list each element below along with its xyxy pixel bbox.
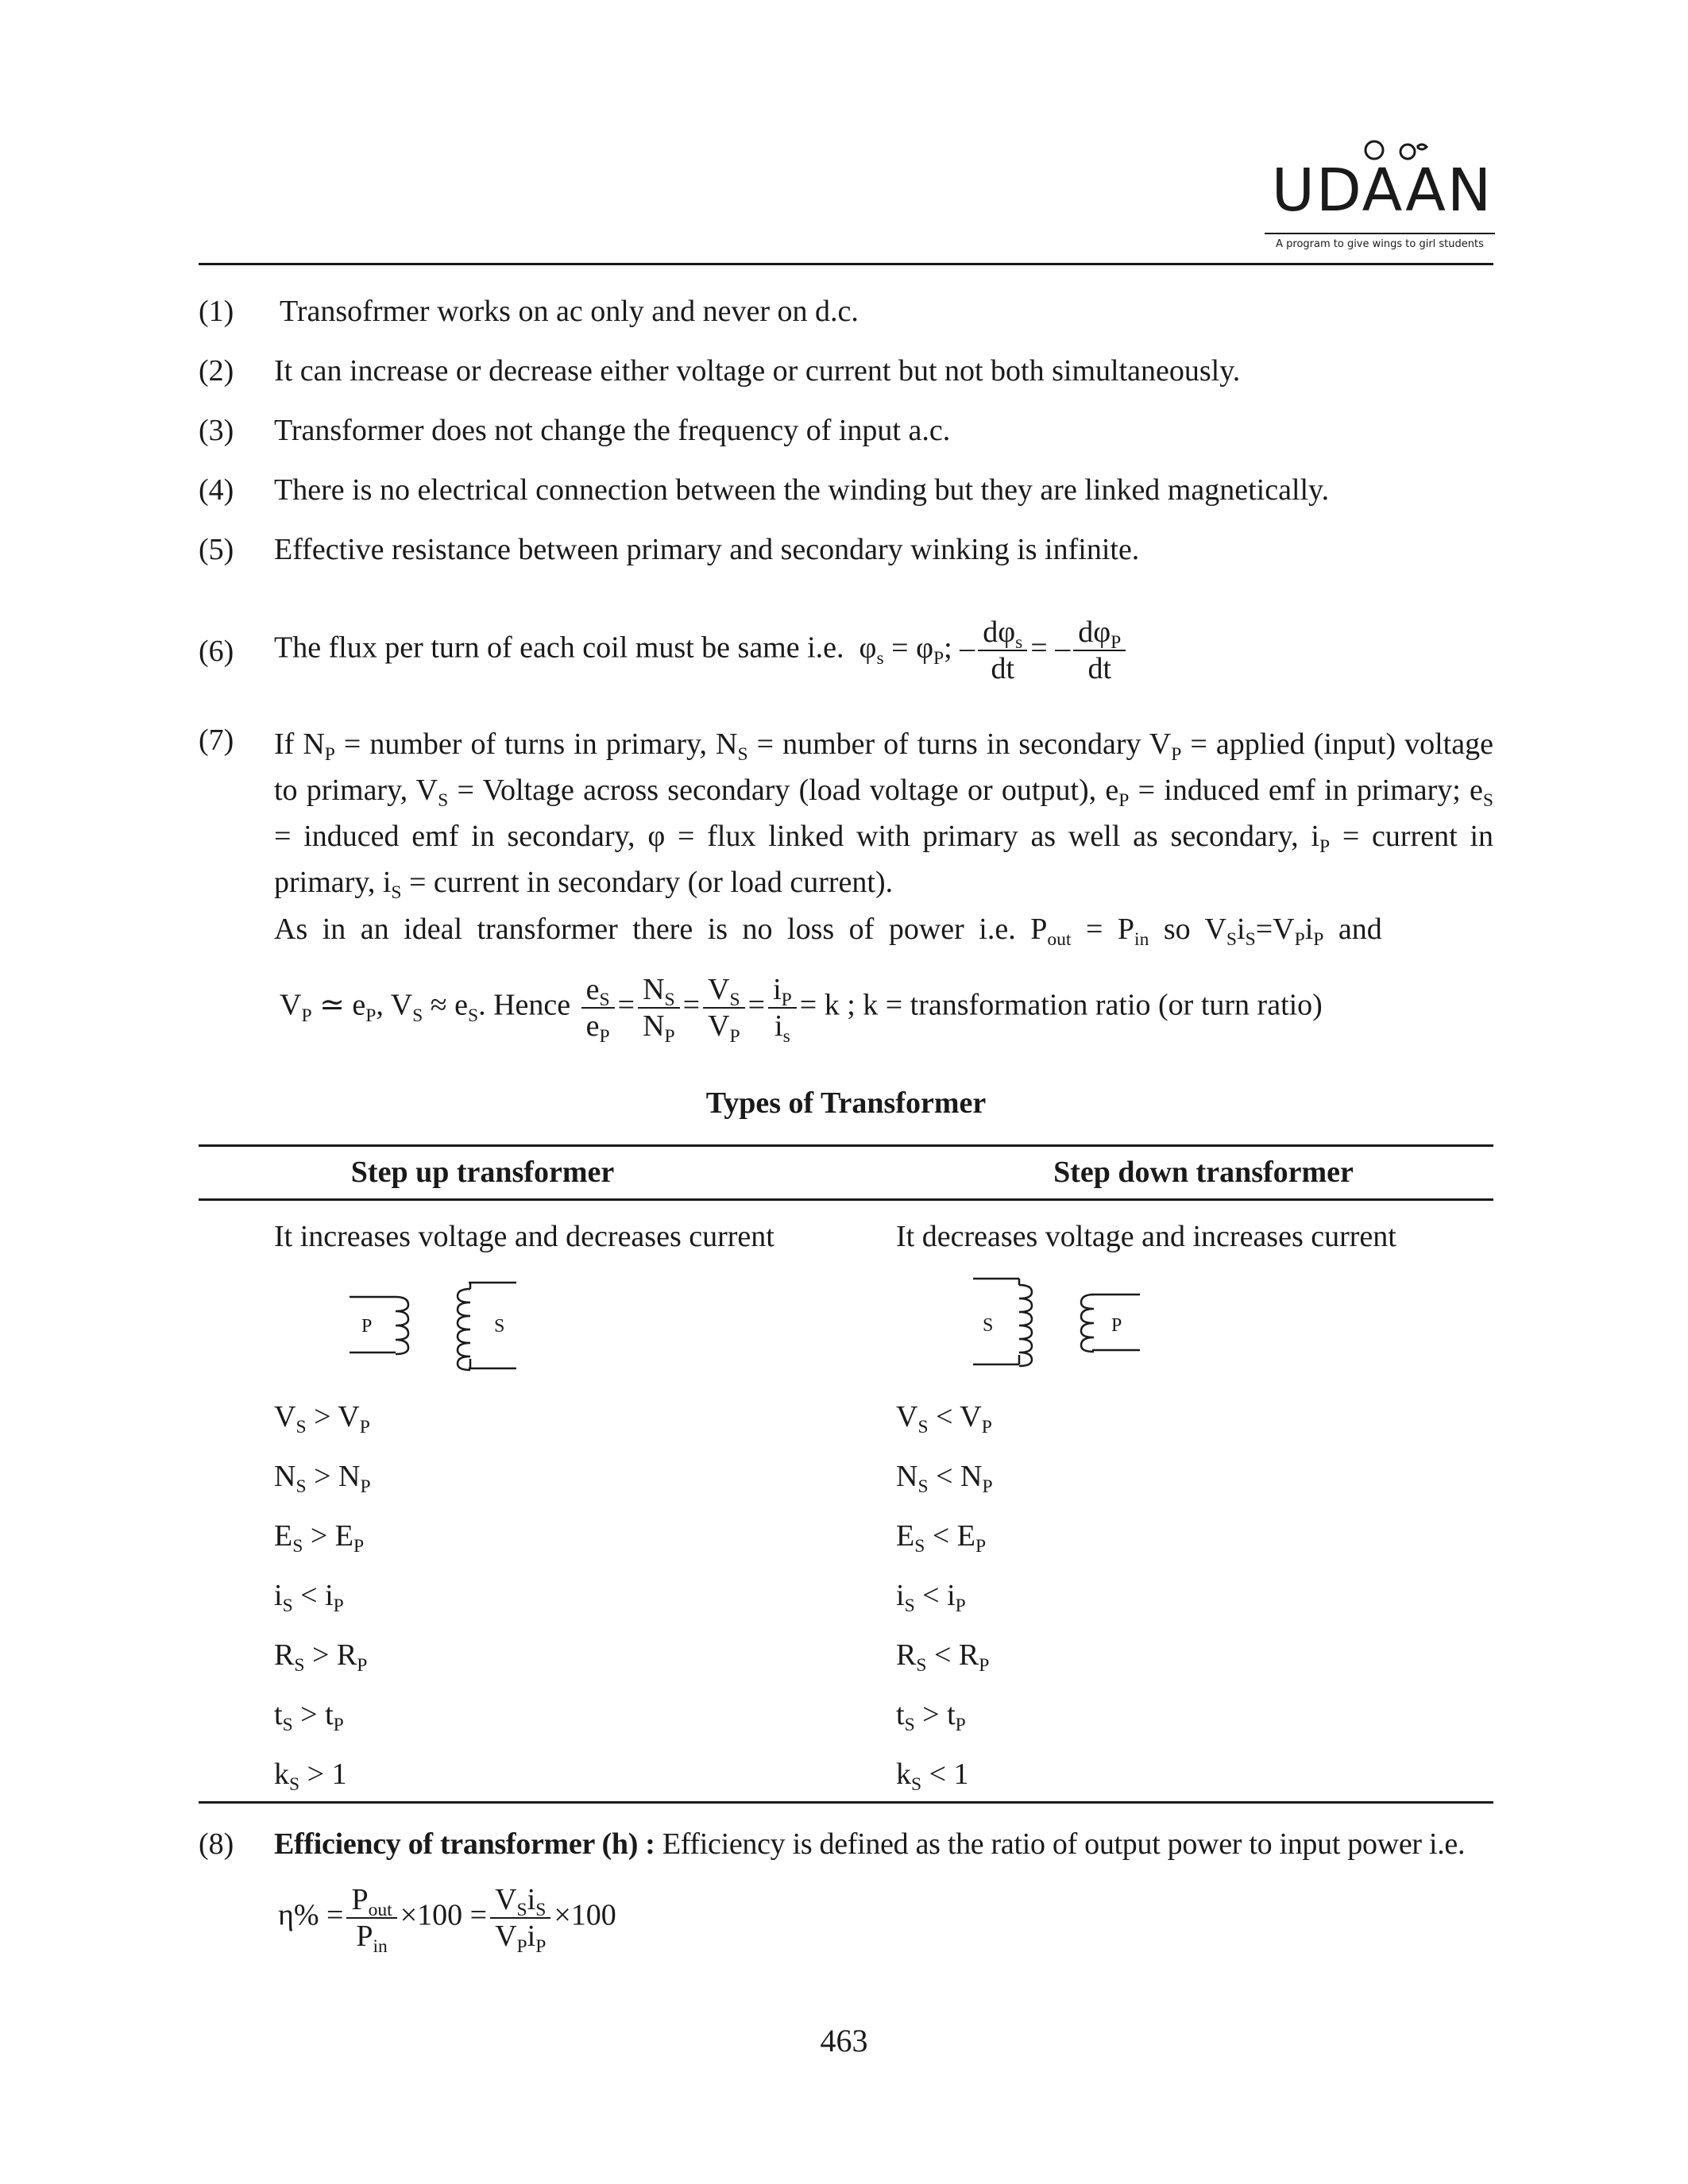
step-down-coil-left-label: S	[983, 1315, 994, 1336]
step-down-coil-right-label: P	[1111, 1315, 1122, 1336]
flux-equation: $\varphi_s = \varphi_P$; – $\frac{d\varphi_s}{dt}$ = – $\frac{d\varphi_P}{dt}$	[852, 631, 1129, 665]
secondary-coil	[458, 1283, 516, 1370]
point-7-number: (7)	[199, 723, 234, 757]
table-top-rule	[199, 1144, 1493, 1147]
point-4-number: (4)	[199, 473, 234, 507]
point-8-label: Efficiency of transformer (h) :	[274, 1827, 655, 1861]
point-7-ideal-line	[274, 910, 1493, 951]
step-down-current-relation: $i_S < i_P$	[896, 1579, 966, 1617]
step-up-turns-relation: $N_S > N_P$	[274, 1460, 371, 1498]
logo-title: UDAAN	[1271, 156, 1493, 225]
step-up-coil-right-label: S	[494, 1316, 505, 1337]
table-header-rule	[199, 1198, 1493, 1201]
primary-coil	[1081, 1295, 1140, 1352]
logo-underline	[1265, 233, 1495, 234]
step-up-thickness-relation: $t_S > t_P$	[274, 1698, 344, 1736]
ratio-label: k ; k = transformation ratio (or turn ratio)	[824, 988, 1323, 1022]
step-up-ratio-relation: $k_S > 1$	[274, 1758, 347, 1796]
step-down-resistance-relation: $R_S < R_P$	[896, 1638, 990, 1677]
point-3-text: Transformer does not change the frequency of input a.c.	[274, 414, 951, 447]
point-8-text: Efficiency is defined as the ratio of output power to input power i.e.	[662, 1827, 1466, 1861]
point-1-text: Transofrmer works on ac only and never on d.c.	[280, 295, 859, 328]
point-6-line	[274, 615, 1129, 686]
step-up-voltage-relation: $V_S > V_P$	[274, 1400, 370, 1438]
step-up-current-relation: $i_S < i_P$	[274, 1579, 344, 1617]
point-4-text: There is no electrical connection between the winding but they are linked magnetically.	[274, 473, 1330, 507]
step-up-coil-left-label: P	[361, 1316, 373, 1337]
step-up-heading: Step up transformer	[350, 1156, 615, 1189]
point-3-number: (3)	[199, 414, 234, 447]
point-5-text: Effective resistance between primary and secondary winking is infinite.	[274, 533, 1140, 566]
power-equation: $P_{out} = P_{in}$ so $V_Si_S=V_Pi_P$ and	[1030, 913, 1382, 951]
step-down-emf-relation: $E_S < E_P$	[896, 1519, 987, 1557]
table-bottom-rule	[199, 1801, 1493, 1804]
types-title: Types of Transformer	[705, 1086, 987, 1120]
step-down-description: It decreases voltage and increases current	[896, 1220, 1396, 1253]
ratio-equation-line: $V_P$ ≃ $e_P$, $V_S \approx e_S$. Hence $\frac{e_S}{e_P}$ = $\frac{N_S}{N_P}$ = $\frac{V_S}{V_P}$ = $\frac{i_P}{i_s}$ = k ; k = transformation ratio (or turn ratio)	[280, 973, 1323, 1048]
logo-tagline: A program to give wings to girl students	[1276, 238, 1484, 250]
point-2-number: (2)	[199, 354, 234, 388]
step-down-coil-diagram	[965, 1271, 1164, 1378]
step-up-resistance-relation: $R_S > R_P$	[274, 1638, 368, 1677]
step-down-heading: Step down transformer	[1053, 1156, 1354, 1189]
point-6-number: (6)	[199, 635, 234, 668]
point-8-number: (8)	[199, 1827, 234, 1861]
hence-text: Hence	[493, 988, 571, 1022]
point-5-number: (5)	[199, 533, 234, 566]
efficiency-equation: η% = $\frac{P_{out}}{P_{in}}$ ×100 = $\frac{V_Si_S}{V_Pi_P}$ ×100	[278, 1883, 616, 1958]
ideal-intro-text: As in an ideal transformer there is no loss of power i.e.	[274, 913, 1016, 946]
header-rule	[199, 263, 1493, 265]
point-6-text: The flux per turn of each coil must be same i.e.	[274, 631, 844, 665]
step-up-description: It increases voltage and decreases current	[274, 1220, 774, 1253]
step-up-coil-diagram	[342, 1275, 540, 1378]
step-down-voltage-relation: $V_S < V_P$	[896, 1400, 992, 1438]
page-number: 463	[820, 2023, 868, 2059]
step-up-emf-relation: $E_S > E_P$	[274, 1519, 365, 1557]
point-7-definitions: If $N_P$ = number of turns in primary, $N_S$ = number of turns in secondary $V_P$ = applied (input) voltage to primary, $V_S$ = Voltage across secondary (load voltage or output), $e_P$ = induced emf in primary; $e_S$ = induced emf in secondary, φ = flux linked with primary as well as secondary, $i_P$ = current in primary, $i_S$ = current in secondary (or load current).	[274, 727, 1493, 904]
primary-coil	[350, 1297, 408, 1354]
step-down-turns-relation: $N_S < N_P$	[896, 1460, 993, 1498]
step-down-ratio-relation: $k_S < 1$	[896, 1758, 969, 1796]
point-8-line	[274, 1825, 1465, 1863]
step-down-thickness-relation: $t_S > t_P$	[896, 1698, 966, 1736]
point-2-text: It can increase or decrease either voltage or current but not both simultaneously.	[274, 354, 1241, 388]
point-1-number: (1)	[199, 295, 234, 328]
